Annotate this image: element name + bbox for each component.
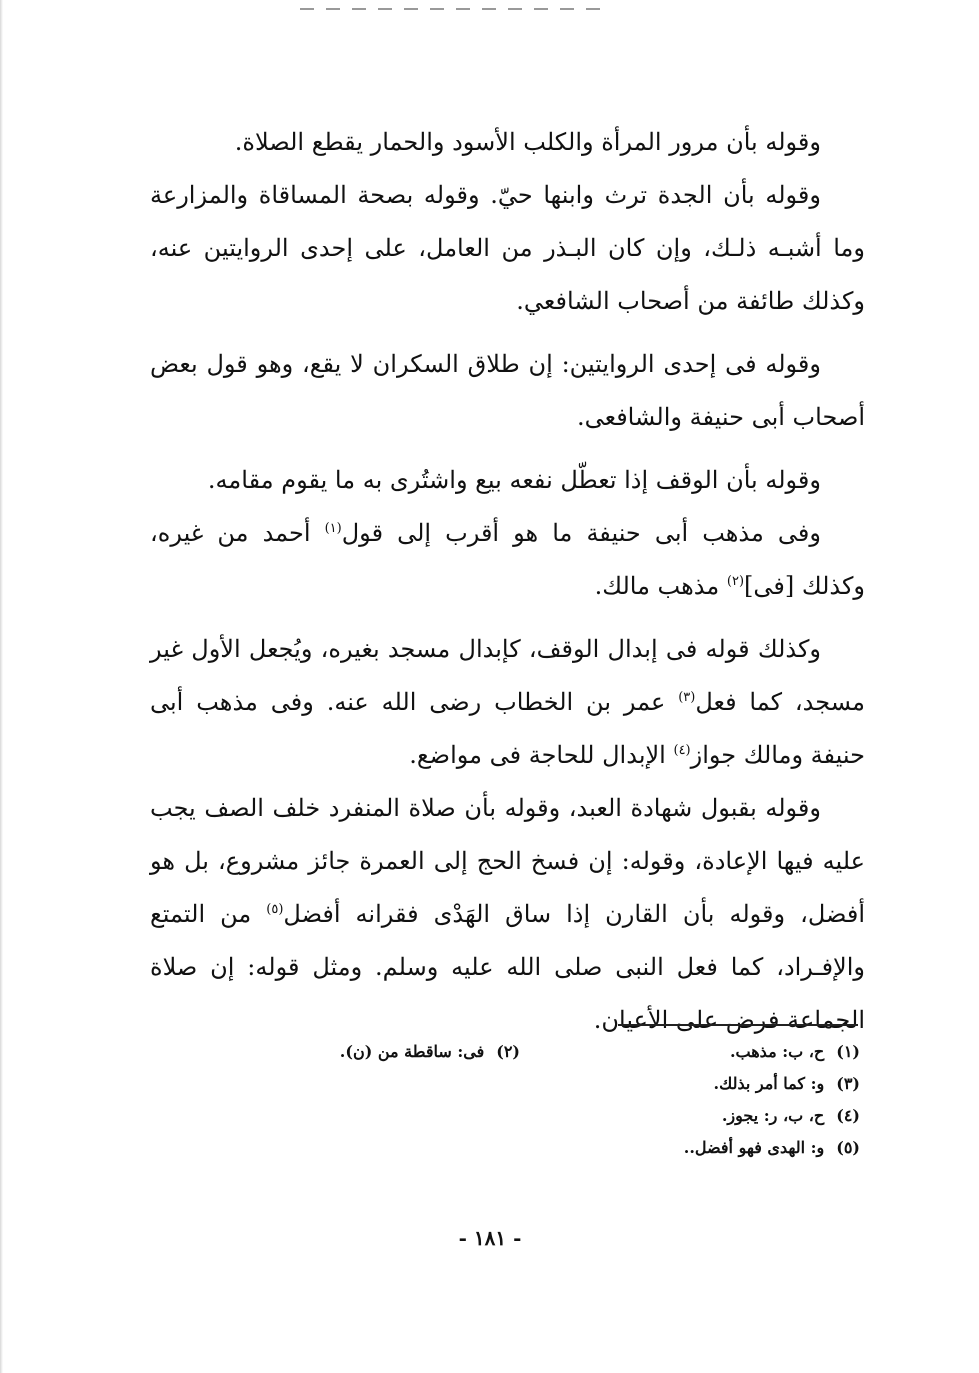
footnote-2: (٢)فى: ساقطة من (ن). [339, 1042, 520, 1061]
footnote-ref-5: (٥) [266, 902, 284, 917]
paragraph-2: وقوله بأن الجدة ترث وابنها حيّ. وقوله بصحة المساقاة والمزارعة وما أشبـه ذلـك، وإن كان البـذر من العامل، على إحدى الروايتين عنه، وكذلك طائفة من أصحاب الشافعي. [150, 181, 865, 315]
footnotes-column-left [250, 1036, 520, 1068]
paragraph-3: وقوله فى إحدى الروايتين: إن طلاق السكران لا يقع، وهو قول بعض أصحاب أبى حنيفة والشافعى. [150, 350, 865, 431]
footnote-4: (٤)ح، ب، ر: يجوز. [721, 1106, 860, 1125]
paragraph-4: وقوله بأن الوقف إذا تعطّل نفعه بيع واشتُرى به ما يقوم مقامه. [207, 466, 821, 494]
footnote-separator [618, 1024, 858, 1026]
footnotes-column-right [560, 1036, 860, 1164]
footnote-3: (٣)و: كما أمر بذلك. [713, 1074, 860, 1093]
footnote-1: (١)ح، ب: مذهب. [729, 1042, 860, 1061]
footnote-ref-1: (١) [324, 521, 342, 536]
footnote-ref-2: (٢) [726, 574, 745, 589]
top-dashed-mark [300, 8, 600, 10]
scan-edge-shadow [0, 0, 3, 1373]
paragraph-6: وكذلك قوله فى إبدال الوقف، كإبدال مسجد بغيره، ويُجعل الأول غير مسجد، كما فعل$^{(٣)}$ عمر بن الخطاب رضى الله عنه. وفى مذهب أبى حنيفة ومالك جواز$^{(٤)}$ الإبدال للحاجة فى مواضع. [150, 635, 866, 769]
footnote-ref-4: (٤) [673, 743, 691, 758]
page-number: - ١٨١ - [458, 1226, 522, 1250]
main-text [150, 116, 865, 1047]
paragraph-1: وقوله بأن مرور المرأة والكلب الأسود والحمار يقطع الصلاة. [234, 128, 821, 156]
footnote-5: (٥)و: الهدى فهو أفضل.. [683, 1138, 860, 1157]
footnote-ref-3: (٣) [678, 690, 696, 705]
paragraph-5: وفى مذهب أبى حنيفة ما هو أقرب إلى قول$^{(١)}$ أحمد من غيره، وكذلك [فى]$^{(٢)}$ مذهب مالك. [150, 519, 865, 600]
paragraph-7: وقوله بقبول شهادة العبد، وقوله بأن صلاة المنفرد خلف الصف يجب عليه فيها الإعادة، وقوله: إن فسخ الحج إلى العمرة جائز مشروع، بل هو أفضل، وقوله بأن القارن إذا ساق الهَدْى فقرانه أفضل$^{(٥)}$ من التمتع والإفـراد، كما فعل النبى صلى الله عليه وسلم. ومثل قوله: إن صلاة الجماعة فرض على الأعيان. [150, 794, 866, 1034]
